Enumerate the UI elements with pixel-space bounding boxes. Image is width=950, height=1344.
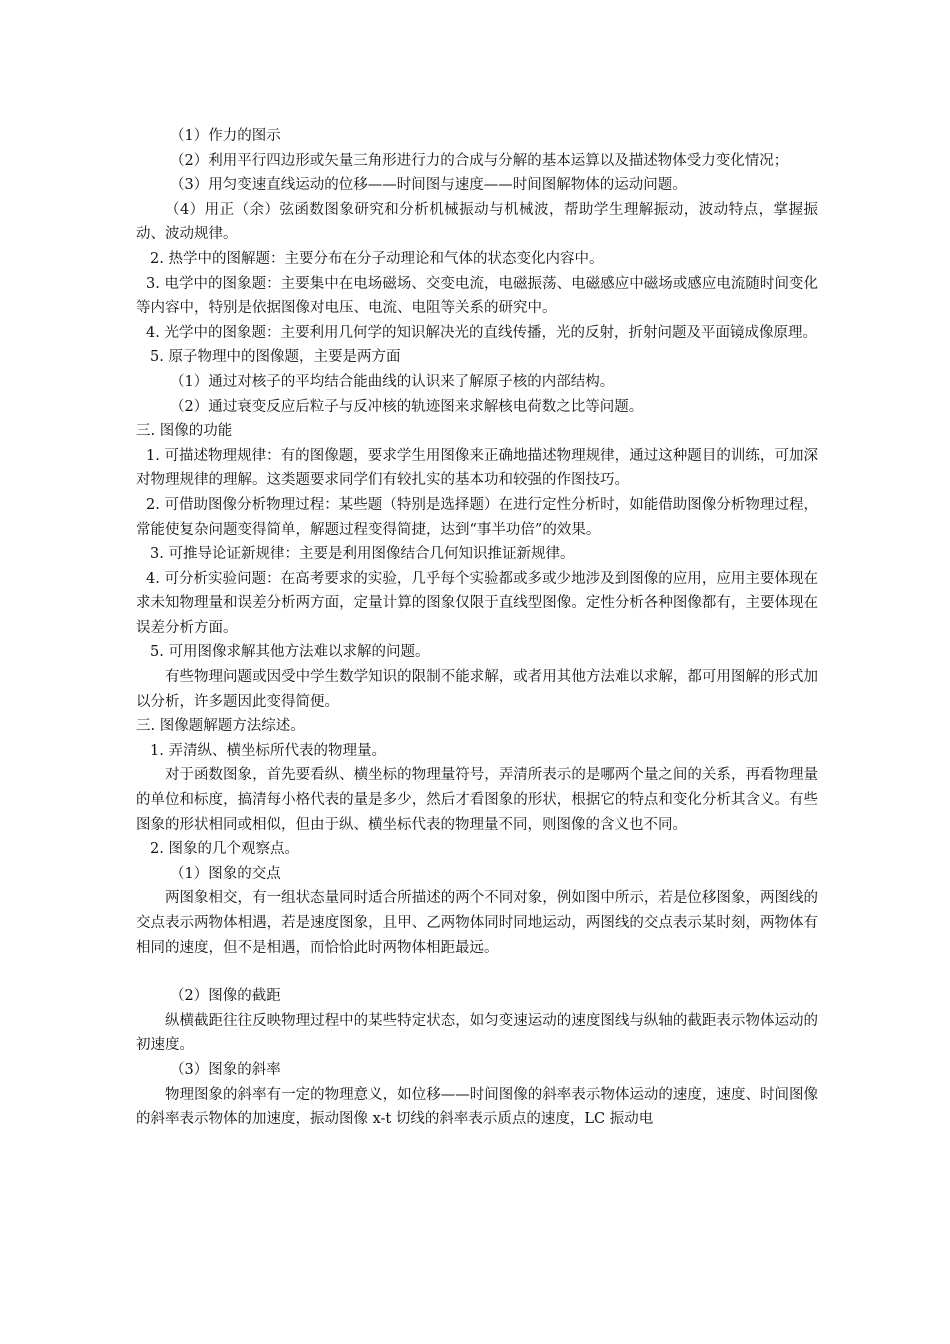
paragraph: （2）图像的截距 (170, 988, 281, 1005)
paragraph: 2. 可借助图像分析物理过程：某些题（特别是选择题）在进行定性分析时，如能借助图像分析物理过程，常能使复杂问题变得简单，解题过程变得简捷，达到“事半功倍”的效果。 (136, 496, 818, 538)
paragraph: （2）利用平行四边形或矢量三角形进行力的合成与分解的基本运算以及描述物体受力变化情况； (170, 152, 789, 169)
paragraph: 有些物理问题或因受中学生数学知识的限制不能求解，或者用其他方法难以求解，都可用图解的形式加以分析，许多题因此变得简便。 (136, 669, 818, 710)
paragraph: 4. 可分析实验问题：在高考要求的实验，几乎每个实验都或多或少地涉及到图像的应用，应用主要体现在求未知物理量和误差分析两方面，定量计算的图象仅限于直线型图像。定性分析各种图像都有，主要体现在误差分析方面。 (136, 570, 818, 636)
paragraph: 物理图象的斜率有一定的物理意义，如位移——时间图像的斜率表示物体运动的速度，速度、时间图像的斜率表示物体的加速度，振动图像 x-t 切线的斜率表示质点的速度，LC 振动电 (136, 1086, 818, 1128)
paragraph: 4. 光学中的图象题：主要利用几何学的知识解决光的直线传播，光的反射，折射问题及平面镜成像原理。 (146, 324, 817, 341)
blank-line (136, 960, 818, 984)
paragraph: 对于函数图象，首先要看纵、横坐标的物理量符号，弄清所表示的是哪两个量之间的关系，再看物理量的单位和标度，搞清每小格代表的量是多少，然后才看图象的形状，根据它的特点和变化分析其含义。有些图象的形状相同或相似，但由于纵、横坐标代表的物理量不同，则图像的含义也不同。 (136, 767, 818, 833)
paragraph: 2. 图象的几个观察点。 (150, 841, 299, 858)
document-page (136, 124, 818, 1132)
paragraph: 3. 电学中的图象题：主要集中在电场磁场、交变电流，电磁振荡、电磁感应中磁场或感应电流随时间变化等内容中，特别是依据图像对电压、电流、电阻等关系的研究中。 (136, 275, 818, 317)
paragraph: （2）通过衰变反应后粒子与反冲核的轨迹图来求解核电荷数之比等问题。 (170, 398, 644, 415)
paragraph: 5. 可用图像求解其他方法难以求解的问题。 (150, 644, 430, 661)
paragraph: （3）图象的斜率 (170, 1061, 281, 1078)
paragraph: （1）图象的交点 (170, 865, 281, 882)
paragraph: 纵横截距往往反映物理过程中的某些特定状态，如匀变速运动的速度图线与纵轴的截距表示物体运动的初速度。 (136, 1012, 818, 1054)
paragraph: 1. 可描述物理规律：有的图像题，要求学生用图像来正确地描述物理规律，通过这种题目的训练，可加深对物理规律的理解。这类题要求同学们有较扎实的基本功和较强的作图技巧。 (136, 447, 818, 489)
paragraph: 5. 原子物理中的图像题，主要是两方面 (150, 349, 401, 366)
paragraph: 1. 弄清纵、横坐标所代表的物理量。 (150, 742, 386, 759)
paragraph: （1）作力的图示 (170, 128, 281, 144)
paragraph: 两图象相交，有一组状态量同时适合所描述的两个不同对象，例如图中所示，若是位移图象，两图线的交点表示两物体相遇，若是速度图象，且甲、乙两物体同时同地运动，两图线的交点表示某时刻，两物体有相同的速度，但不是相遇，而恰恰此时两物体相距最远。 (136, 890, 818, 956)
paragraph: 3. 可推导论证新规律：主要是利用图像结合几何知识推证新规律。 (150, 546, 575, 563)
paragraph: （3）用匀变速直线运动的位移——时间图与速度——时间图解物体的运动问题。 (170, 177, 687, 194)
paragraph: （1）通过对核子的平均结合能曲线的认识来了解原子核的内部结构。 (170, 373, 615, 390)
paragraph: （4）用正（余）弦函数图象研究和分析机械振动与机械波，帮助学生理解振动，波动特点，掌握振动、波动规律。 (136, 201, 818, 243)
paragraph: 2. 热学中的图解题：主要分布在分子动理论和气体的状态变化内容中。 (150, 250, 604, 267)
section-heading: 三. 图像题解题方法综述。 (136, 718, 305, 735)
section-heading: 三. 图像的功能 (136, 423, 233, 440)
